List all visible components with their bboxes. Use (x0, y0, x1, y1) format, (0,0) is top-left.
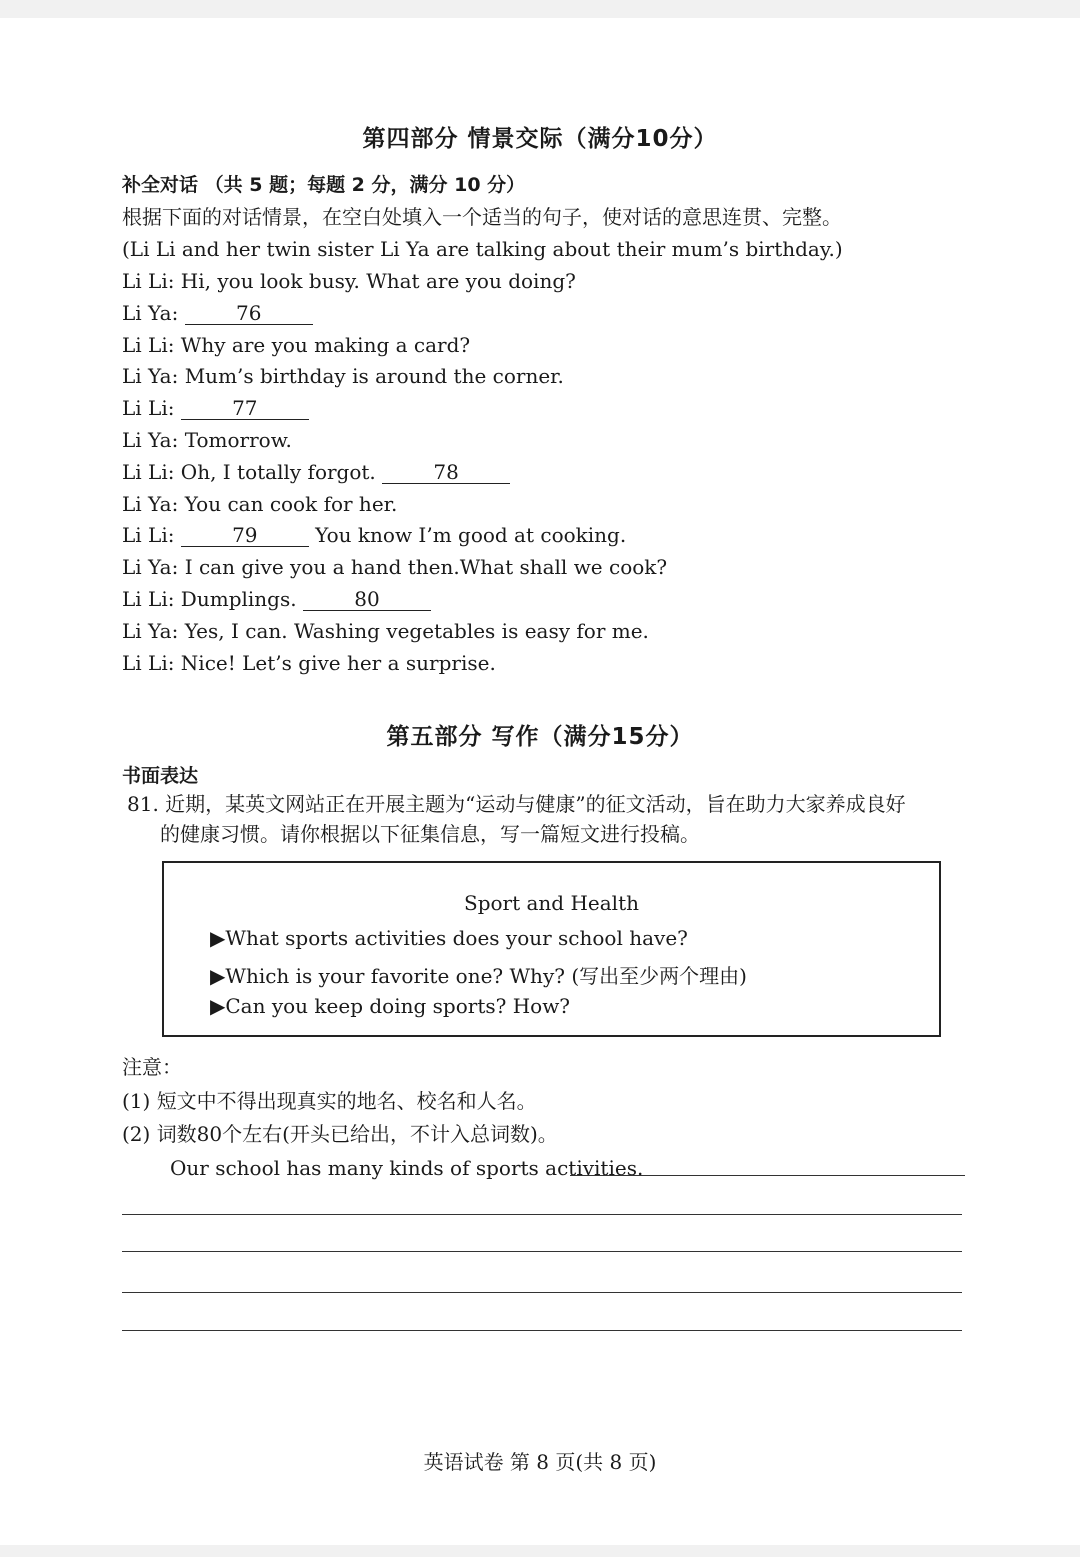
prompt-box (162, 861, 941, 1037)
dialogue-speaker-text: Li Li: (122, 523, 181, 548)
question-81-line1: 81. 近期，某英文网站正在开展主题为“运动与健康”的征文活动，旨在助力大家养成良好 (127, 792, 906, 816)
dialogue-line-with-blank (122, 522, 626, 548)
note-item: (1) 短文中不得出现真实的地名、校名和人名。 (122, 1089, 537, 1113)
answer-blank[interactable]: 80 (303, 588, 431, 611)
dialogue-speaker-text: Li Li: Oh, I totally forgot. (122, 459, 383, 484)
dialogue-line-with-blank (122, 395, 309, 421)
exam-page (0, 18, 1080, 1545)
section5-title: 第五部分 写作（满分15分） (386, 724, 694, 750)
writing-starter: Our school has many kinds of sports activities. (170, 1156, 644, 1180)
answer-line[interactable] (122, 1330, 962, 1331)
note-label: 注意： (122, 1055, 182, 1079)
prompt-bullet: ▶Can you keep doing sports? How? (210, 994, 571, 1018)
answer-blank[interactable]: 76 (185, 302, 313, 325)
prompt-box-title: Sport and Health (464, 891, 639, 915)
note-item: (2) 词数80个左右(开头已给出，不计入总词数)。 (122, 1122, 558, 1146)
dialogue-line: Li Ya: You can cook for her. (122, 491, 398, 516)
answer-blank[interactable]: 79 (181, 524, 309, 547)
section4-title: 第四部分 情景交际（满分10分） (362, 126, 718, 152)
dialogue-line: Li Ya: I can give you a hand then.What shall we cook? (122, 555, 668, 580)
dialogue-line: Li Ya: Yes, I can. Washing vegetables is easy for me. (122, 618, 649, 643)
dialogue-line: Li Li: Hi, you look busy. What are you doing? (122, 269, 576, 293)
page-footer: 英语试卷 第 8 页(共 8 页) (423, 1450, 657, 1474)
answer-blank[interactable]: 78 (382, 461, 510, 484)
dialogue-line-with-blank (122, 300, 313, 326)
dialogue-line: Li Li: Why are you making a card? (122, 332, 471, 357)
dialogue-speaker-text: Li Li: Dumplings. (122, 587, 303, 611)
prompt-bullet: ▶Which is your favorite one? Why? (写出至少两个理由) (210, 964, 747, 988)
section4-instruction: 根据下面的对话情景，在空白处填入一个适当的句子，使对话的意思连贯、完整。 (122, 205, 842, 229)
dialogue-line: Li Ya: Tomorrow. (122, 428, 292, 452)
answer-line[interactable] (570, 1175, 965, 1176)
dialogue-context: (Li Li and her twin sister Li Ya are talking about their mum’s birthday.) (122, 237, 843, 261)
answer-blank[interactable]: 77 (181, 397, 309, 420)
dialogue-line: Li Ya: Mum’s birthday is around the corner. (122, 364, 564, 389)
dialogue-trailing-text: You know I’m good at cooking. (308, 523, 627, 548)
dialogue-speaker-text: Li Ya: (122, 300, 185, 325)
section5-subtitle: 书面表达 (122, 765, 199, 787)
section4-subtitle: 补全对话 （共 5 题；每题 2 分，满分 10 分） (122, 174, 526, 196)
answer-line[interactable] (122, 1251, 962, 1252)
prompt-bullet: ▶What sports activities does your school have? (210, 926, 688, 950)
dialogue-speaker-text: Li Li: (122, 396, 181, 421)
answer-line[interactable] (122, 1292, 962, 1293)
dialogue-line-with-blank (122, 459, 510, 485)
answer-line[interactable] (122, 1214, 962, 1215)
question-81-line2: 的健康习惯。请你根据以下征集信息，写一篇短文进行投稿。 (160, 822, 700, 846)
dialogue-line: Li Li: Nice! Let’s give her a surprise. (122, 650, 496, 675)
dialogue-line-with-blank (122, 586, 431, 612)
